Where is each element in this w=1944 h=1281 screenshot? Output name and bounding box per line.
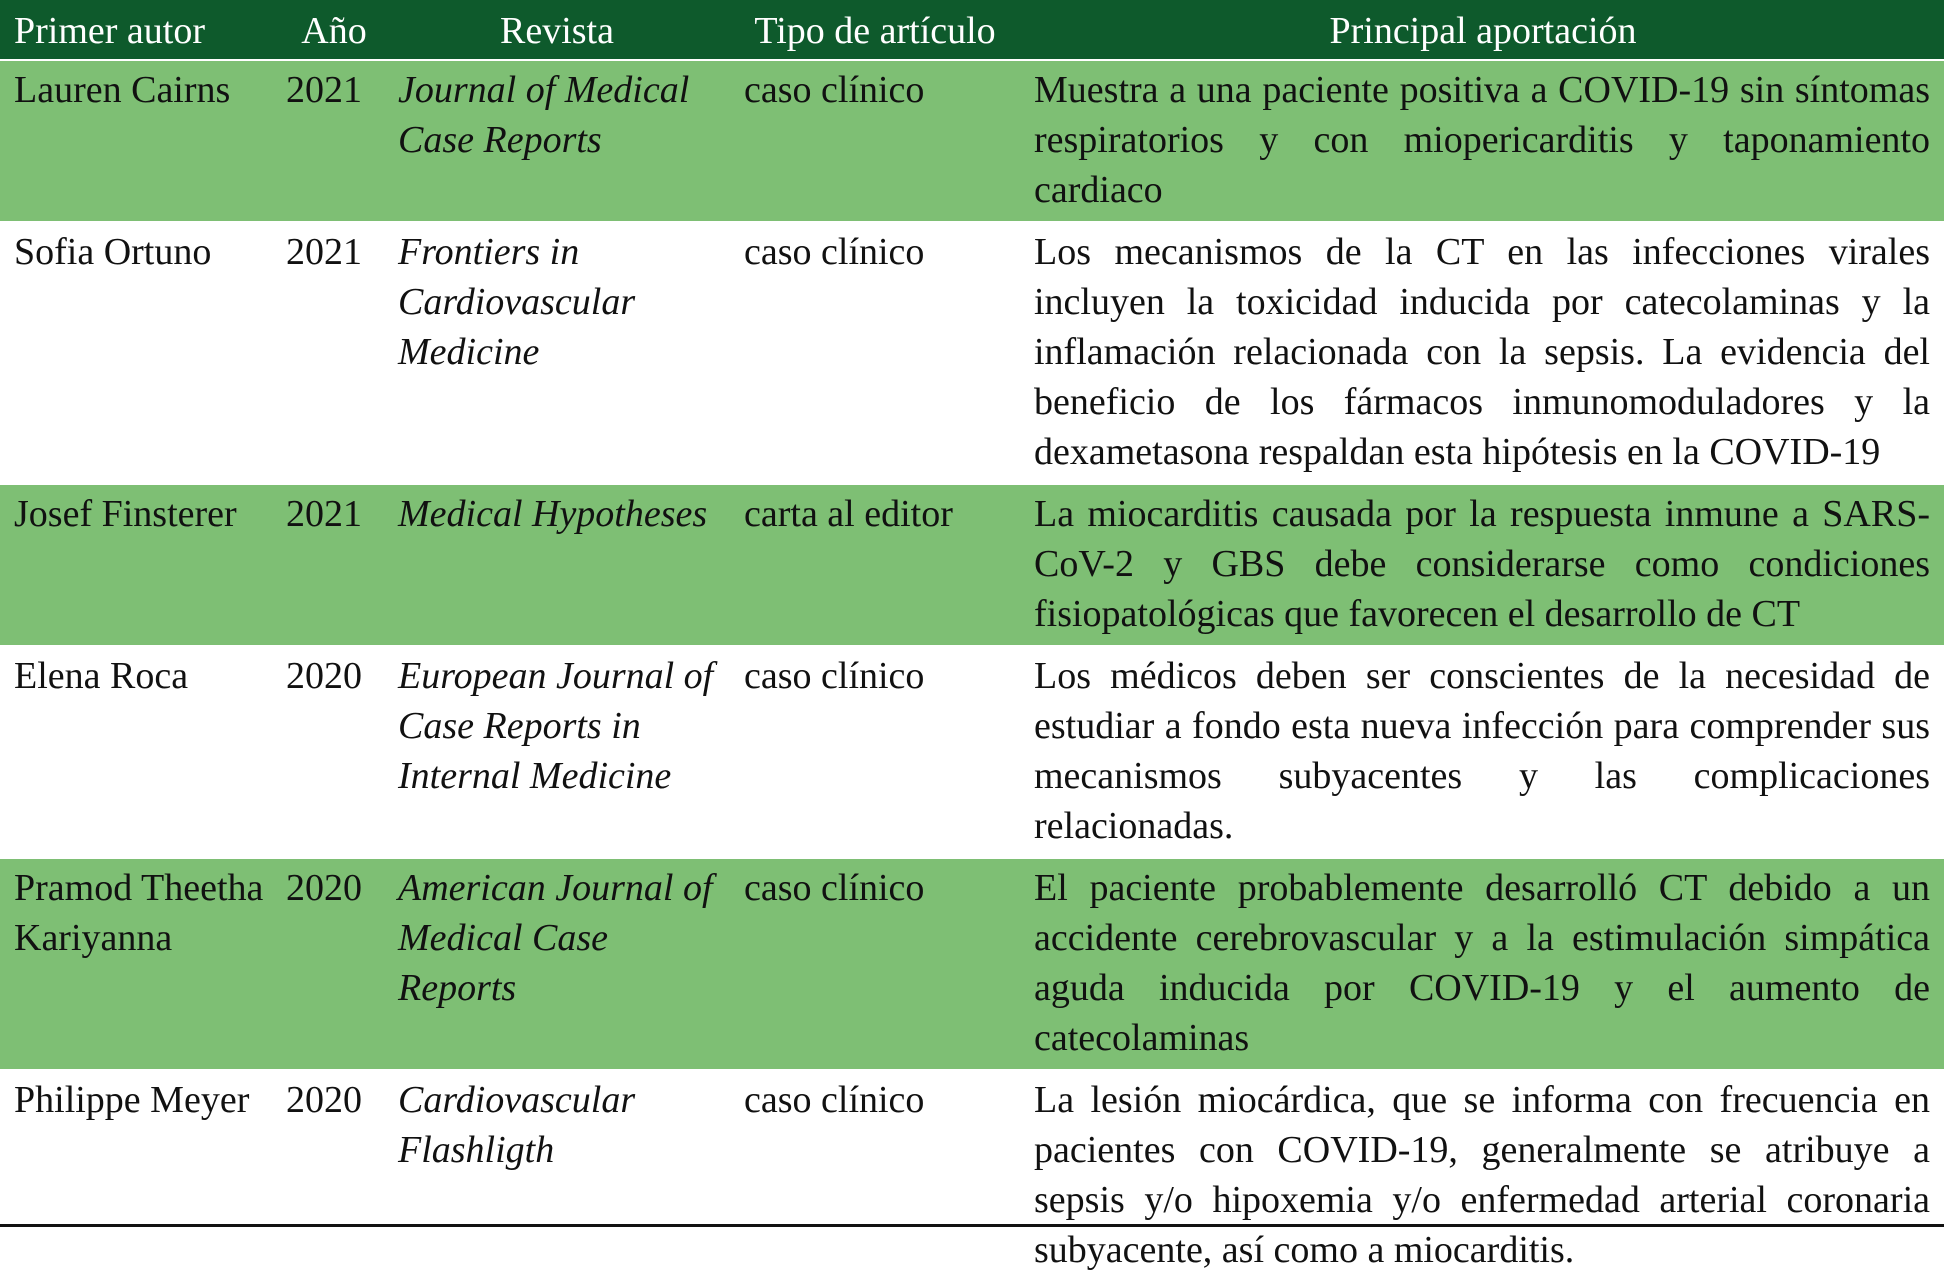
cell-author: Lauren Cairns xyxy=(14,69,231,111)
table-row xyxy=(0,60,1944,222)
table-row xyxy=(0,222,1944,484)
cell-contribution: La miocarditis causada por la respuesta inmune a SARS-CoV-2 y GBS debe considerarse como condiciones fisiopatológicas que favorecen el desarrollo de CT xyxy=(1034,493,1930,635)
cell-contribution: Muestra a una paciente positiva a COVID-19 sin síntomas respiratorios y con miopericarditis y taponamiento cardiaco xyxy=(1034,69,1930,211)
header-type: Tipo de artículo xyxy=(754,9,996,52)
cell-type: caso clínico xyxy=(744,231,925,273)
cell-type: carta al editor xyxy=(744,493,953,535)
cell-type: caso clínico xyxy=(744,655,925,697)
cell-journal: American Journal of Medical Case Reports xyxy=(398,867,713,1009)
cell-author: Elena Roca xyxy=(14,655,189,697)
table-header-row xyxy=(0,0,1944,60)
table-row xyxy=(0,646,1944,858)
cell-year: 2020 xyxy=(286,1079,362,1121)
cell-journal: Cardiovascular Flashligth xyxy=(398,1079,636,1171)
header-author: Primer autor xyxy=(14,9,206,52)
cell-year: 2020 xyxy=(286,867,362,909)
cell-year: 2021 xyxy=(286,69,362,111)
table-row xyxy=(0,1070,1944,1281)
cell-journal: Frontiers in Cardiovascular Medicine xyxy=(398,231,636,373)
cell-type: caso clínico xyxy=(744,69,925,111)
cell-contribution: El paciente probablemente desarrolló CT debido a un accidente cerebrovascular y a la estimulación simpática aguda inducida por COVID-19 y el aumento de catecolaminas xyxy=(1034,867,1930,1059)
cell-author: Sofia Ortuno xyxy=(14,231,212,273)
cell-year: 2020 xyxy=(286,655,362,697)
cell-journal: Journal of Medical Case Reports xyxy=(398,69,690,161)
cell-year: 2021 xyxy=(286,493,362,535)
table-row xyxy=(0,858,1944,1070)
table-bottom-rule xyxy=(0,1224,1944,1227)
cell-journal: European Journal of Case Reports in Internal Medicine xyxy=(398,655,714,797)
cell-year: 2021 xyxy=(286,231,362,273)
cell-author: Pramod Theetha Kariyanna xyxy=(14,867,264,959)
cell-contribution: La lesión miocárdica, que se informa con frecuencia en pacientes con COVID-19, generalmente se atribuye a sepsis y/o hipoxemia y/o enfermedad arterial coronaria subyacente, así como a miocarditis. xyxy=(1034,1079,1930,1271)
cell-contribution: Los médicos deben ser conscientes de la necesidad de estudiar a fondo esta nueva infección para comprender sus mecanismos subyacentes y las complicaciones relacionadas. xyxy=(1034,655,1930,847)
cell-author: Josef Finsterer xyxy=(14,493,237,535)
cell-type: caso clínico xyxy=(744,867,925,909)
table-row xyxy=(0,484,1944,646)
cell-type: caso clínico xyxy=(744,1079,925,1121)
header-year: Año xyxy=(301,9,367,52)
header-contribution: Principal aportación xyxy=(1329,9,1637,52)
cell-author: Philippe Meyer xyxy=(14,1079,250,1121)
cell-contribution: Los mecanismos de la CT en las infecciones virales incluyen la toxicidad inducida por catecolaminas y la inflamación relacionada con la sepsis. La evidencia del beneficio de los fármacos inmunomoduladores y la dexametasona respaldan esta hipótesis en la COVID-19 xyxy=(1034,231,1930,473)
cell-journal: Medical Hypotheses xyxy=(398,493,708,535)
header-journal: Revista xyxy=(500,9,614,52)
